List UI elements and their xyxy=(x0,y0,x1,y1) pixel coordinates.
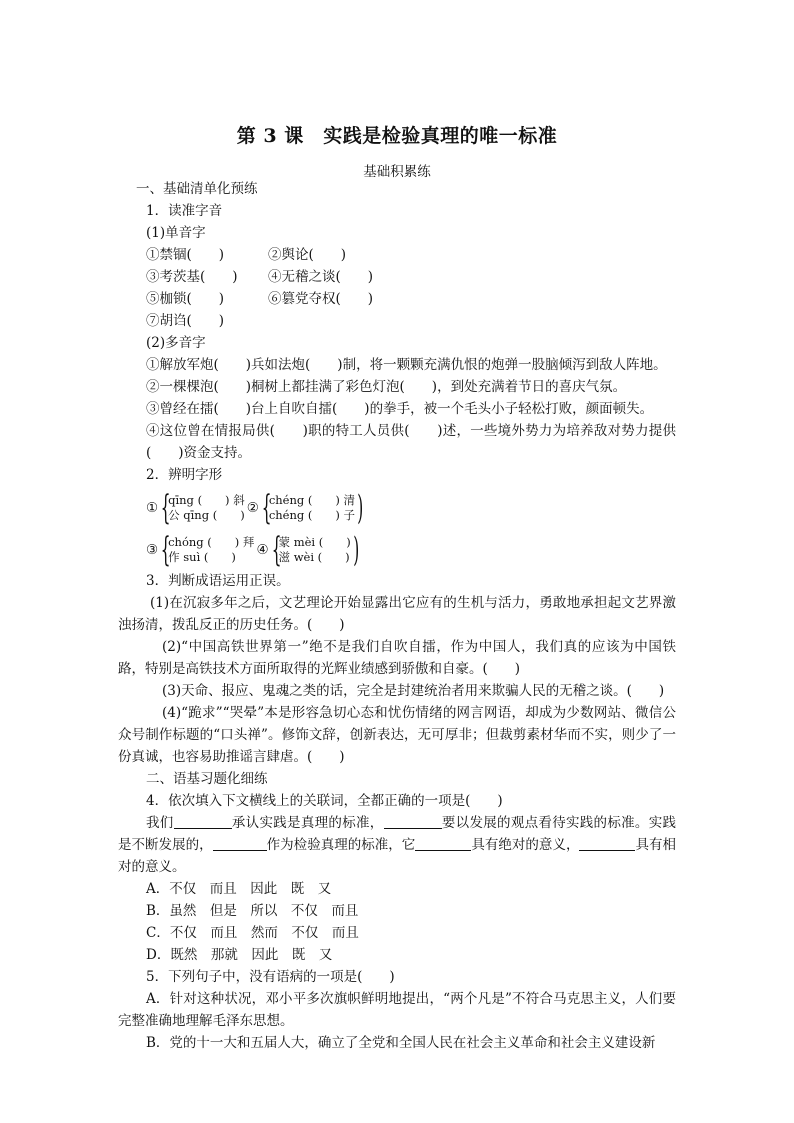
question-2-heading: 2．辨明字形 xyxy=(146,467,223,483)
single-sound-item: ⑤枷锁( ) xyxy=(146,291,225,307)
exercise-content xyxy=(118,178,676,1054)
idiom-item: (1)在沉寂多年之后，文艺理论开始显露出它应有的生机与活力，勇敢地承担起文艺界激浊扬清，拨乱反正的历史任务。( ) xyxy=(118,595,676,633)
idiom-item: (3)天命、报应、鬼魂之类的话，完全是封建统治者用来欺骗人民的无稽之谈。( ) xyxy=(162,683,665,699)
multi-sound-label: (2)多音字 xyxy=(146,335,206,351)
glyph-bottom: 滋 wèi ( ) xyxy=(278,550,350,564)
glyph-bottom: 公 qīng ( ) xyxy=(168,508,245,522)
single-sound-row xyxy=(118,310,676,332)
multi-sound-item: ①解放军炮( )兵如法炮( )制，将一颗颗充满仇恨的炮弹一股脑倾泻到敌人阵地。 xyxy=(146,357,667,373)
lesson-title: 第 3 课 实践是检验真理的唯一标准 xyxy=(236,125,558,147)
glyph-group xyxy=(246,488,364,528)
option-d[interactable]: D．既然 那就 因此 既 又 xyxy=(146,947,333,963)
glyph-bottom: chéng ( ) 子 xyxy=(268,508,356,522)
multi-sound-text: ④这位曾在情报局供( )职的特工人员供( )述，一些境外势力为培养敌对势力提供( )资金支持。 xyxy=(146,423,676,461)
question-1-heading: 1．读准字音 xyxy=(146,203,223,219)
fill-blank[interactable] xyxy=(415,836,471,851)
passage-text: 我们 xyxy=(146,815,174,831)
idiom-item: (2)“中国高铁世界第一”绝不是我们自吹自擂，作为中国人，我们真的应该为中国铁路，特别是高铁技术方面所取得的光辉业绩感到骄傲和自豪。( ) xyxy=(118,639,676,677)
glyph-stack xyxy=(168,493,245,523)
glyph-number: ② xyxy=(246,500,259,516)
fill-blank[interactable] xyxy=(174,814,232,829)
question-4-passage xyxy=(118,812,676,878)
idiom-item: (4)“跪求”“哭晕”本是形容急切心态和忧伤情绪的网言网语，却成为少数网站、微信公众号制作标题的“口头禅”。修饰文辞，创新表达，无可厚非；但裁剪素材华而不实，则少了一份真诚，也容易助推谣言肆虐。( ) xyxy=(118,705,676,765)
fill-blank[interactable] xyxy=(384,814,442,829)
glyph-row xyxy=(146,488,676,528)
multi-sound-item xyxy=(118,420,676,464)
single-sound-row xyxy=(118,288,676,310)
question-5-heading: 5．下列句子中，没有语病的一项是( ) xyxy=(146,969,395,985)
glyph-number: ④ xyxy=(256,542,269,558)
multi-sound-item: ③曾经在擂( )台上自吹自擂( )的拳手，被一个毛头小子轻松打败，颜面顿失。 xyxy=(146,401,654,417)
single-sound-row xyxy=(118,266,676,288)
close-brace-icon: ) xyxy=(357,488,364,528)
passage-text: 承认实践是真理的标准， xyxy=(231,815,384,831)
brace-icon: { xyxy=(261,488,272,528)
single-sound-row xyxy=(118,244,676,266)
single-sound-item: ⑦胡诌( ) xyxy=(146,313,225,329)
glyph-stack xyxy=(269,493,355,523)
exercise-subtitle: 基础积累练 xyxy=(363,164,431,180)
brace-icon: { xyxy=(160,530,171,570)
option-a[interactable]: A．不仅 而且 因此 既 又 xyxy=(146,881,332,897)
passage-text: 具有绝对的意义， xyxy=(471,837,580,853)
option-b[interactable]: B．党的十一大和五届人大，确立了全党和全国人民在社会主义革命和社会主义建设新 xyxy=(146,1035,656,1051)
glyph-group xyxy=(256,530,359,570)
glyph-top: 蒙 mèi ( ) xyxy=(278,535,351,549)
glyph-top: chéng ( ) 清 xyxy=(268,493,356,507)
glyph-stack xyxy=(168,535,254,565)
glyph-number: ③ xyxy=(146,542,159,558)
passage-text: 具有相对的意义。 xyxy=(118,837,677,875)
brace-icon: { xyxy=(160,488,171,528)
multi-sound-item: ②一棵棵泡( )桐树上都挂满了彩色灯泡( )，到处充满着节日的喜庆气氛。 xyxy=(146,379,627,395)
glyph-top: qīng ( ) 斜 xyxy=(168,493,245,507)
glyph-group xyxy=(146,488,245,528)
brace-icon: { xyxy=(271,530,282,570)
glyph-row xyxy=(146,530,676,570)
fill-blank[interactable] xyxy=(213,836,267,851)
single-sound-item: ⑥篡党夺权( ) xyxy=(268,291,374,307)
option-b[interactable]: B．虽然 但是 所以 不仅 而且 xyxy=(146,903,359,919)
single-sound-label: (1)单音字 xyxy=(146,225,206,241)
glyph-stack xyxy=(279,535,351,565)
passage-text: 作为检验真理的标准，它 xyxy=(266,837,416,853)
section-heading-1: 一、基础清单化预练 xyxy=(136,181,258,197)
close-brace-icon: ) xyxy=(352,530,359,570)
passage-text: 要以发展的观点看待实践的标准。实践是不断发展的， xyxy=(118,815,677,853)
fill-blank[interactable] xyxy=(579,836,635,851)
glyph-top: chóng ( ) 拜 xyxy=(168,535,255,549)
option-a[interactable]: A．针对这种状况，邓小平多次旗帜鲜明地提出，“两个凡是”不符合马克思主义，人们要完整准确地理解毛泽东思想。 xyxy=(118,991,676,1029)
single-sound-item: ④无稽之谈( ) xyxy=(268,269,374,285)
glyph-group xyxy=(146,530,255,570)
section-heading-2: 二、语基习题化细练 xyxy=(146,771,268,787)
question-3-heading: 3．判断成语运用正误。 xyxy=(146,573,290,589)
question-4-heading: 4．依次填入下文横线上的关联词，全都正确的一项是( ) xyxy=(146,793,503,809)
glyph-number: ① xyxy=(146,500,159,516)
single-sound-item: ①禁锢( ) xyxy=(146,247,225,263)
single-sound-item: ②舆论( ) xyxy=(268,247,347,263)
option-c[interactable]: C．不仅 而且 然而 不仅 而且 xyxy=(146,925,359,941)
glyph-bottom: 作 suì ( ) xyxy=(168,550,236,564)
single-sound-item: ③考茨基( ) xyxy=(146,269,238,285)
